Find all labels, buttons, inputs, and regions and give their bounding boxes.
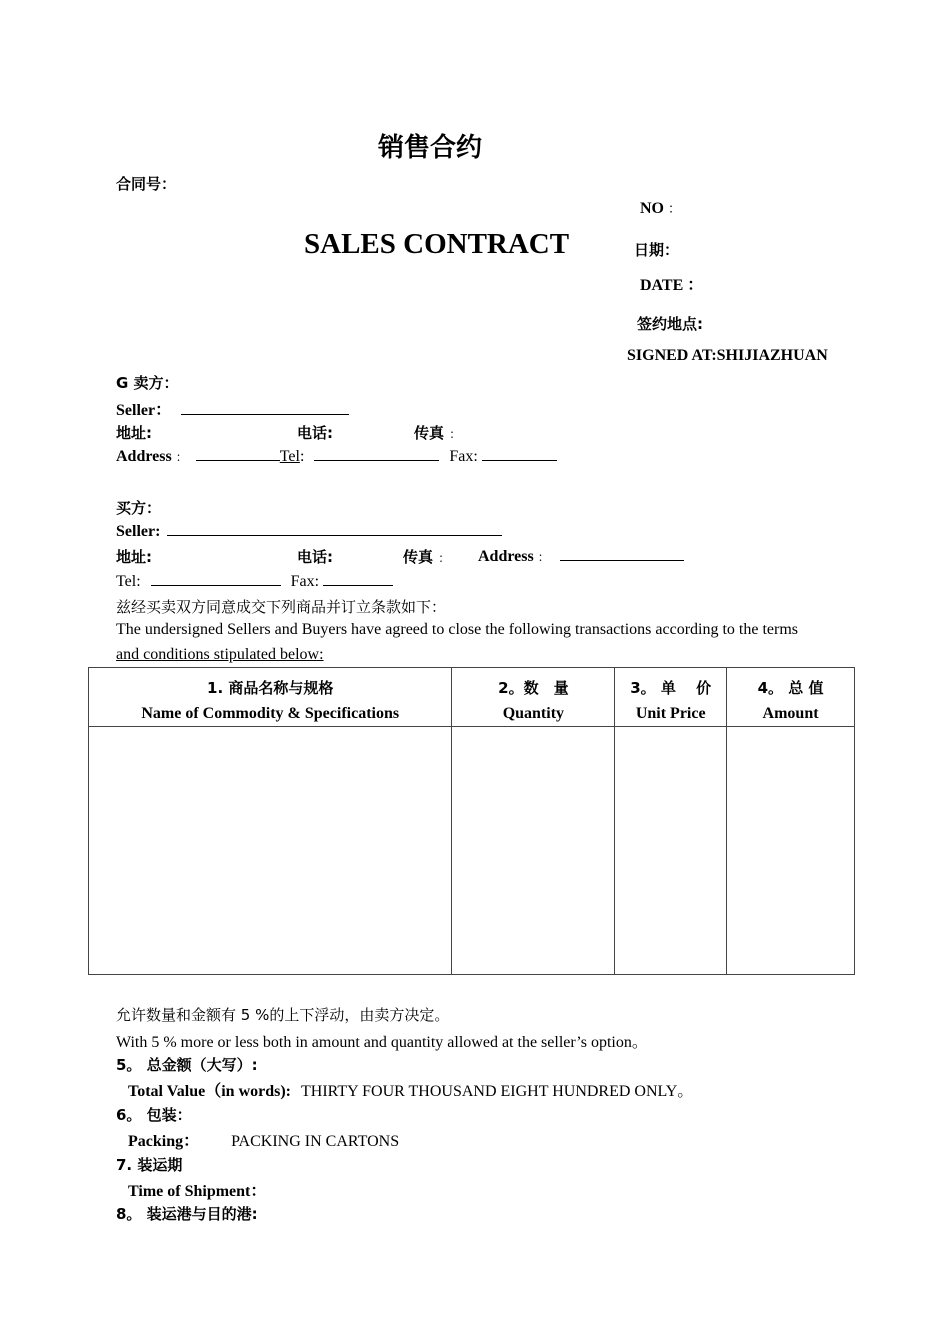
- seller-fax-label-zh-colon: ：: [449, 427, 462, 441]
- shipment-label: Time of Shipment：: [128, 1183, 267, 1200]
- packing-heading-zh: 6。 包装：: [116, 1106, 192, 1124]
- packing-value: PACKING IN CARTONS: [231, 1133, 400, 1150]
- buyer-name-label: Seller:: [116, 523, 161, 540]
- tolerance-text-en: With 5 % more or less both in amount and quantity allowed at the seller’s option。: [116, 1034, 648, 1051]
- buyer-fax-label-zh-colon: ：: [438, 551, 451, 565]
- seller-contact-row: [116, 446, 557, 466]
- contract-number-label: [640, 198, 681, 218]
- agreement-text-en-line1: The undersigned Sellers and Buyers have agreed to close the following transactions according to the terms: [116, 621, 799, 638]
- seller-name-row: [116, 397, 349, 420]
- seller-heading-zh: G 卖方：: [116, 374, 179, 392]
- total-value-text: THIRTY FOUR THOUSAND EIGHT HUNDRED ONLY。: [301, 1083, 694, 1100]
- buyer-address-row: [478, 546, 684, 566]
- packing-row: [128, 1128, 399, 1151]
- seller-tel-colon: :: [299, 448, 305, 465]
- signed-at-label-zh: 签约地点:: [637, 315, 703, 333]
- buyer-tel-label-zh: 电话:: [297, 548, 333, 566]
- seller-fax-label-zh: [414, 422, 461, 443]
- agreement-text-zh: 兹经买卖双方同意成交下列商品并订立条款如下：: [116, 598, 447, 616]
- column-header-amount-en: Amount: [762, 705, 819, 722]
- ports-heading-zh: 8。 装运港与目的港:: [116, 1205, 258, 1223]
- table-header-row: [89, 668, 855, 727]
- date-label-zh: 日期：: [634, 241, 680, 259]
- column-header-unit-price-zh: 3。 单 价: [630, 679, 712, 697]
- seller-fax-label-zh-text: 传真: [414, 424, 445, 442]
- agreement-text-en-line2: and conditions stipulated below:: [116, 646, 324, 663]
- seller-name-blank[interactable]: [181, 400, 349, 415]
- no-colon: ：: [668, 202, 682, 217]
- unit-price-cell[interactable]: [615, 727, 727, 975]
- document-title-en: SALES CONTRACT: [304, 228, 570, 260]
- total-value-heading-zh: 5。 总金额（大写）:: [116, 1056, 258, 1074]
- buyer-address-blank[interactable]: [560, 546, 684, 561]
- buyer-fax-label: Fax:: [290, 573, 320, 590]
- seller-tel-blank[interactable]: [314, 446, 439, 461]
- table-row: [89, 727, 855, 975]
- column-header-quantity-en: Quantity: [502, 705, 565, 722]
- column-header-commodity-zh: 1. 商品名称与规格: [207, 679, 334, 697]
- buyer-fax-label-zh-text: 传真: [403, 548, 434, 566]
- seller-tel-label-zh: 电话:: [297, 424, 333, 442]
- seller-address-colon: ：: [175, 450, 188, 464]
- buyer-fax-label-zh: [403, 546, 450, 567]
- document-title-zh: 销售合约: [378, 133, 483, 163]
- tolerance-text-zh: 允许数量和金额有 5 %的上下浮动，由卖方决定。: [116, 1006, 450, 1024]
- signed-at-value: SIGNED AT:SHIJIAZHUAN: [627, 347, 828, 364]
- column-header-amount-zh: 4。 总 值: [757, 679, 824, 697]
- buyer-name-row: [116, 521, 502, 541]
- packing-label: Packing：: [128, 1133, 200, 1150]
- buyer-address-colon: ：: [537, 550, 550, 564]
- column-header-unit-price-en: Unit Price: [635, 705, 706, 722]
- seller-fax-blank[interactable]: [482, 446, 557, 461]
- amount-cell[interactable]: [727, 727, 855, 975]
- column-header-commodity: [89, 668, 452, 727]
- quantity-cell[interactable]: [452, 727, 615, 975]
- buyer-fax-blank[interactable]: [323, 571, 393, 586]
- seller-address-blank[interactable]: [196, 446, 280, 461]
- column-header-amount: [727, 668, 855, 727]
- goods-table: [88, 667, 855, 975]
- commodity-cell[interactable]: [89, 727, 452, 975]
- shipment-heading-zh: 7. 装运期: [116, 1156, 183, 1174]
- column-header-quantity: [452, 668, 615, 727]
- contract-number-label-zh: 合同号：: [116, 175, 177, 193]
- buyer-tel-blank[interactable]: [151, 571, 281, 586]
- seller-address-label: Address: [116, 448, 172, 465]
- buyer-contact-row: [116, 571, 393, 591]
- column-header-unit-price: [615, 668, 727, 727]
- buyer-tel-label: Tel:: [116, 573, 141, 590]
- buyer-heading-zh: 买方：: [116, 499, 162, 517]
- total-value-label: Total Value（in words):: [128, 1083, 292, 1100]
- buyer-address-label-zh: 地址:: [116, 548, 152, 566]
- seller-fax-label: Fax:: [449, 448, 478, 465]
- no-label: NO: [640, 200, 664, 217]
- total-value-row: [128, 1078, 693, 1101]
- buyer-name-blank[interactable]: [167, 521, 502, 536]
- seller-tel-label: Tel: [279, 448, 300, 465]
- date-label-en: DATE ：: [640, 277, 704, 294]
- seller-name-label: Seller：: [116, 402, 172, 419]
- column-header-commodity-en: Name of Commodity & Specifications: [141, 705, 400, 722]
- buyer-address-label: Address: [478, 548, 534, 565]
- seller-address-label-zh: 地址:: [116, 424, 152, 442]
- column-header-quantity-zh: 2。数 量: [498, 679, 569, 697]
